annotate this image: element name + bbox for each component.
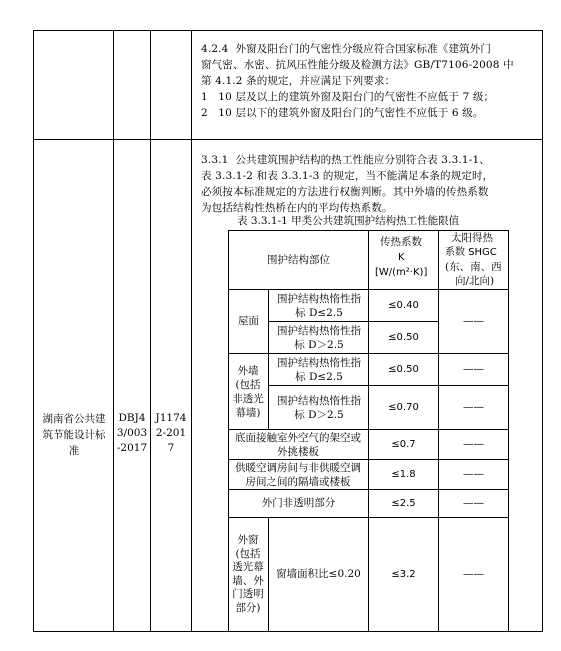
partition-k: ≤1.8	[391, 469, 416, 480]
roof-row1-k: ≤0.40	[388, 300, 419, 311]
wall-row2-shgc: ——	[463, 401, 484, 413]
wall-row1-k: ≤0.50	[388, 364, 419, 375]
partition-shgc: ——	[463, 468, 484, 480]
floor-desc: 底面接触室外空气的架空或外挑楼板	[235, 431, 361, 458]
wall-row2-desc: 围护结构热惰性指标 D＞2.5	[277, 394, 361, 421]
header-shgc-line1: 太阳得热	[451, 232, 493, 244]
record-number: J11742-2017	[155, 411, 187, 454]
wall-row2-k: ≤0.70	[388, 402, 419, 413]
clause-3-3-1-line: 表 3.3.1-2 和表 3.3.1-3 的规定，当不能满足本条的规定时，	[201, 170, 494, 182]
door-k: ≤2.5	[391, 498, 416, 509]
door-shgc: ——	[463, 497, 484, 509]
door-desc: 外门非透明部分	[261, 497, 336, 509]
wall-row1-desc: 围护结构热惰性指标 D≤2.5	[277, 356, 361, 383]
partition-desc: 供暖空调房间与非供暖空调房间之间的隔墙或楼板	[235, 461, 361, 488]
outer-col-divider-2	[150, 30, 151, 632]
clause-4-2-4-line: 第 4.1.2 条的规定，并应满足下列要求：	[201, 75, 396, 87]
standard-code: DBJ43/003-2017	[116, 411, 148, 454]
header-k-line2: K	[398, 252, 405, 263]
window-shgc: ——	[463, 568, 484, 580]
standard-name: 湖南省公共建筑节能设计标准	[42, 413, 106, 457]
floor-shgc: ——	[463, 438, 484, 450]
clause-3-3-1-line: 必须按本标准规定的方法进行权衡判断。其中外墙的传热系数	[201, 186, 489, 198]
header-shgc-line2: 系数 SHGC	[445, 247, 497, 258]
roof-shgc: ——	[463, 315, 484, 327]
roof-row1-desc: 围护结构热惰性指标 D≤2.5	[277, 293, 361, 319]
inner-right-border	[508, 230, 509, 632]
outer-row-divider	[33, 139, 543, 140]
header-k-line1: 传热系数	[380, 236, 422, 248]
outer-top-border	[33, 30, 543, 31]
table-caption: 表 3.3.1-1 甲类公共建筑围护结构热工性能限值	[237, 215, 460, 227]
wall-row1-shgc: ——	[463, 363, 484, 375]
roof-row2-desc: 围护结构热惰性指标 D＞2.5	[277, 324, 361, 351]
header-shgc-line4: 向/北向)	[455, 275, 495, 287]
window-desc: 窗墙面积比≤0.20	[276, 568, 361, 580]
window-k: ≤3.2	[391, 569, 416, 580]
header-part: 围护结构部位	[267, 253, 330, 266]
outer-right-border	[542, 30, 543, 632]
roof-label: 屋面	[238, 315, 259, 327]
wall-label: 外墙(包括非透光幕墙)	[232, 364, 264, 419]
clause-3-3-1-line: 3.3.1 公共建筑围护结构的热工性能应分别符合表 3.3.1-1、	[201, 154, 490, 166]
floor-k: ≤0.7	[391, 439, 416, 450]
clause-4-2-4-line: 窗气密、水密、抗风压性能分级及检测方法》GB/T7106-2008 中	[201, 59, 514, 71]
roof-row2-k: ≤0.50	[388, 332, 419, 343]
outer-col-divider-1	[113, 30, 114, 632]
clause-4-2-4-line: 4.2.4 外窗及阳台门的气密性分级应符合国家标准《建筑外门	[201, 43, 492, 55]
header-shgc-line3: (东、南、西	[445, 261, 502, 273]
header-k-line3: [W/(m²·K)]	[375, 267, 428, 278]
window-label: 外窗(包括透光幕墙、外门透明部分)	[232, 534, 264, 614]
outer-bottom-border	[33, 631, 543, 632]
outer-left-border	[33, 30, 34, 632]
inner-label-divider	[268, 289, 269, 429]
outer-col-divider-3	[191, 30, 192, 632]
clause-4-2-4-line: 1 10 层及以上的建筑外窗及阳台门的气密性不应低于 7 级；	[201, 91, 495, 103]
clause-4-2-4-line: 2 10 层以下的建筑外窗及阳台门的气密性不应低于 6 级。	[201, 107, 484, 119]
clause-3-3-1-line: 为包括结构性热桥在内的平均传热系数。	[201, 202, 393, 214]
